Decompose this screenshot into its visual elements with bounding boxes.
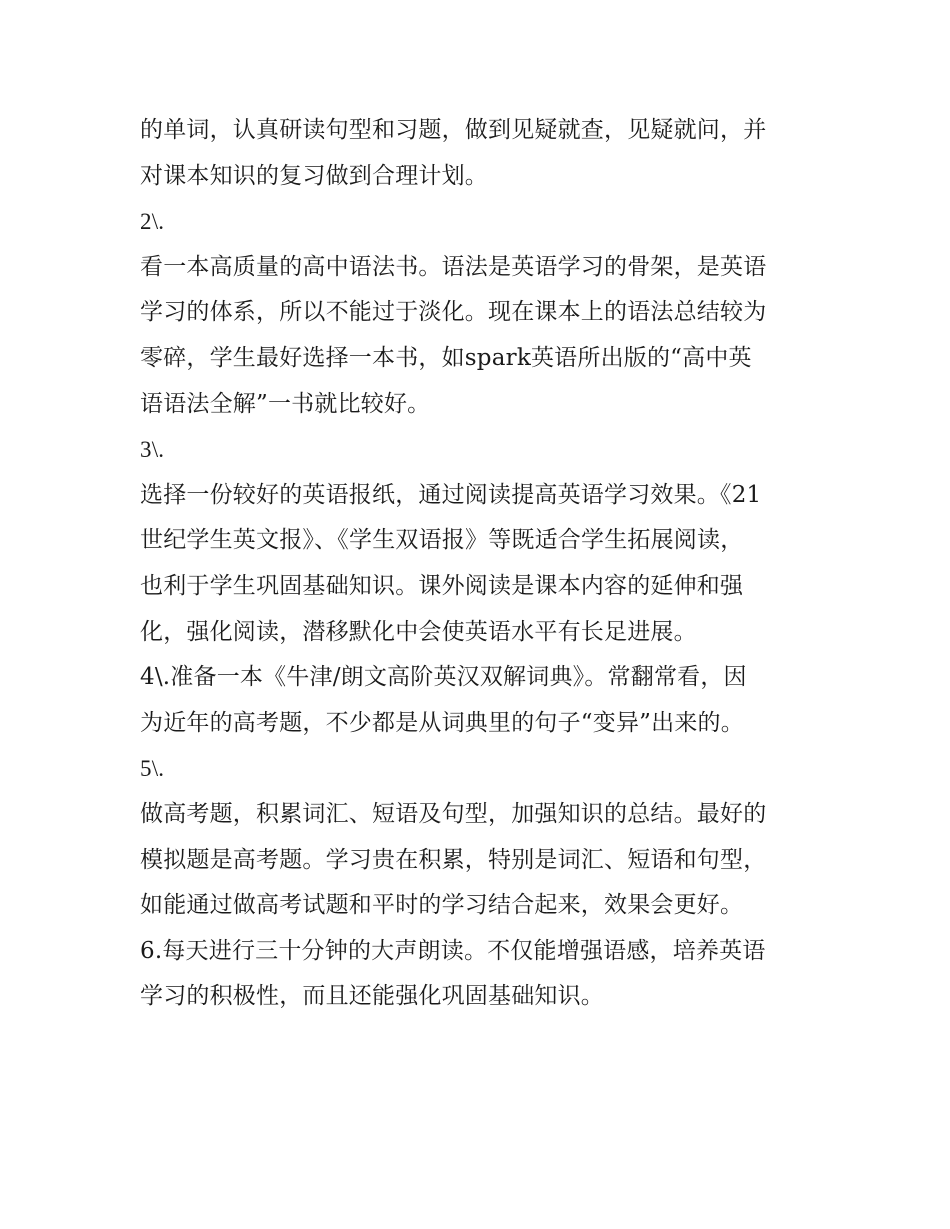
text-line: 为近年的高考题，不少都是从词典里的句子“变异”出来的。: [140, 709, 744, 736]
text-line: 看一本高质量的高中语法书。语法是英语学习的骨架，是英语: [140, 253, 767, 280]
text-line: 模拟题是高考题。学习贵在积累，特别是词汇、短语和句型，: [140, 846, 767, 873]
text-line: 零碎，学生最好选择一本书，如spark英语所出版的“高中英: [140, 344, 752, 371]
text-line: 如能通过做高考试题和平时的学习结合起来，效果会更好。: [140, 892, 744, 919]
text-line: 的单词，认真研读句型和习题，做到见疑就查，见疑就问，并: [140, 117, 767, 143]
text-line: 选择一份较好的英语报纸，通过阅读提高英语学习效果。《21: [140, 481, 762, 508]
text-line: 语语法全解”一书就比较好。: [140, 390, 431, 417]
text-line: 学习的体系，所以不能过于淡化。现在课本上的语法总结较为: [140, 299, 767, 326]
text-line: 做高考题，积累词汇、短语及句型，加强知识的总结。最好的: [140, 800, 767, 827]
item-number: 5\.: [140, 756, 165, 782]
text-line: 学习的积极性，而且还能强化巩固基础知识。: [140, 983, 604, 1010]
text-line: 化，强化阅读，潜移默化中会使英语水平有长足进展。: [140, 618, 697, 645]
text-line: 4\.准备一本《牛津/朗文高阶英汉双解词典》。常翻常看，因: [140, 664, 747, 691]
text-line: 对课本知识的复习做到合理计划。: [140, 162, 488, 189]
text-line: 也利于学生巩固基础知识。课外阅读是课本内容的延伸和强: [140, 572, 744, 599]
document-body: [140, 108, 820, 1020]
text-line: 世纪学生英文报》、《学生双语报》等既适合学生拓展阅读，: [140, 527, 744, 554]
item-number: 2\.: [140, 209, 165, 235]
item-number: 3\.: [140, 437, 165, 463]
text-line: 6.每天进行三十分钟的大声朗读。不仅能增强语感，培养英语: [140, 937, 766, 964]
